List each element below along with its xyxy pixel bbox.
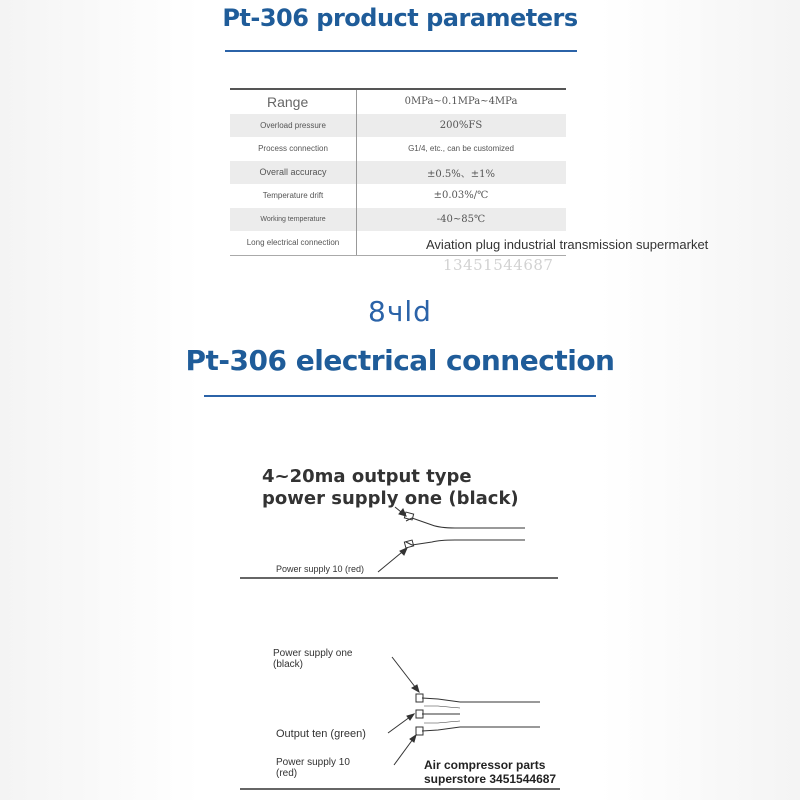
row-value: ±0.5%、±1% (426, 168, 496, 180)
watermark-store-name: Aviation plug industrial transmission supermarket (426, 237, 709, 252)
row-label: Overall accuracy (259, 167, 327, 178)
row-label: Long electrical connection (246, 238, 340, 248)
row-value: G1/4, etc., can be customized (408, 144, 514, 154)
diagram1-title-line2: power supply one (black) (262, 488, 519, 509)
watermark-air-line2: superstore 3451544687 (424, 772, 557, 786)
row-value: 0MPa~0.1MPa~4MPa (404, 96, 518, 108)
label-power-red: Power supply 10 (red) (276, 564, 365, 574)
row-label: Overload pressure (260, 120, 326, 130)
row-label: Range (267, 93, 309, 110)
row-value: -40~85℃ (436, 213, 486, 225)
label-power-red-2-line2: (red) (276, 768, 298, 779)
label-power-black-line2: (black) (273, 659, 304, 670)
label-power-red-2-line1: Power supply 10 (276, 757, 350, 768)
row-label: Working temperature (260, 215, 326, 223)
row-value: ±0.03%/℃ (433, 190, 489, 202)
label-power-black-line1: Power supply one (273, 648, 353, 659)
row-label: Process connection (258, 144, 328, 154)
electrical-connection-title: Pt-306 electrical connection (185, 344, 615, 377)
wiring-glyph: 8чld (368, 295, 432, 328)
parameters-title: Pt-306 product parameters (222, 4, 578, 32)
row-label: Temperature drift (262, 191, 324, 201)
diagram1-title-line1: 4~20ma output type (262, 466, 472, 487)
row-value: 200%FS (439, 119, 483, 131)
two-wire-cable (378, 507, 525, 572)
watermark-air-line1: Air compressor parts (424, 758, 546, 772)
watermark-phone: 13451544687 (443, 256, 554, 274)
three-wire-cable (388, 657, 540, 765)
label-output-green: Output ten (green) (276, 728, 366, 740)
